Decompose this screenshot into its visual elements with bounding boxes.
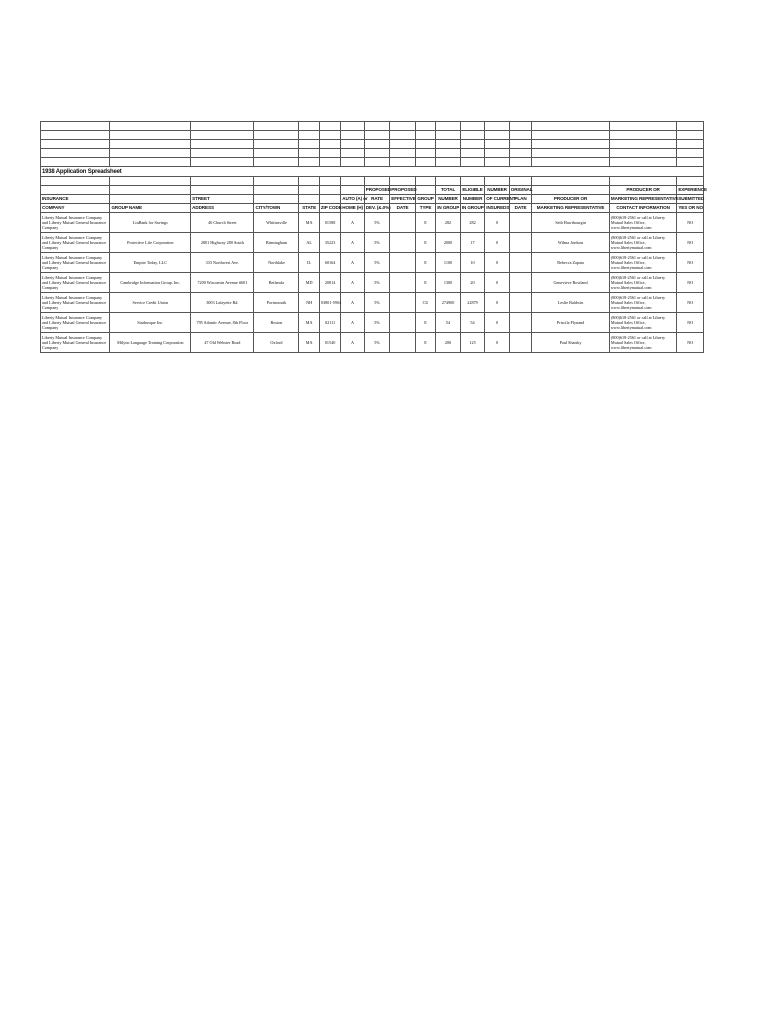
header-cell: EXPERIENCE	[677, 186, 704, 195]
header-cell: HOME (H)	[341, 204, 364, 213]
zip-cell: 01588	[319, 213, 340, 233]
rate-dev-cell: 5%	[364, 213, 390, 233]
company-cell: Liberty Mutual Insurance Company and Liberty Mutual General Insurance Company	[41, 333, 110, 353]
rate-dev-cell: 5%	[364, 333, 390, 353]
header-cell: DATE	[390, 204, 416, 213]
address-cell: 3003 Lafayette Rd.	[191, 293, 254, 313]
header-row-3	[41, 204, 704, 213]
auto-home-cell: A	[341, 293, 364, 313]
header-cell	[191, 186, 254, 195]
contact-cell: (800)618-2561 or call at Liberty Mutual Sales Office, www.libertymutual.com	[609, 253, 676, 273]
header-cell: DEV. (&.0%)	[364, 204, 390, 213]
header-cell: NUMBER	[460, 195, 485, 204]
group-name-cell: Milyon Language Training Corporation	[110, 333, 191, 353]
eligible-number-cell: 10	[460, 253, 485, 273]
header-cell: TOTAL	[436, 186, 461, 195]
company-cell: Liberty Mutual Insurance Company and Liberty Mutual General Insurance Company	[41, 313, 110, 333]
total-number-cell: 1300	[436, 273, 461, 293]
address-cell: 47 Old Webster Road	[191, 333, 254, 353]
spreadsheet-title	[41, 167, 704, 177]
header-row-1	[41, 186, 704, 195]
header-cell: PRODUCER OR	[532, 195, 610, 204]
current-insureds-cell: 0	[485, 273, 510, 293]
eligible-number-cell: 125	[460, 333, 485, 353]
header-cell: IN GROUP	[460, 204, 485, 213]
auto-home-cell: A	[341, 233, 364, 253]
table-row	[41, 233, 704, 253]
original-plan-date-cell	[509, 213, 531, 233]
group-type-cell: E	[415, 333, 435, 353]
header-cell: CITY/TOWN	[254, 204, 299, 213]
address-cell: 795 Atlantic Avenue, 8th Floor	[191, 313, 254, 333]
total-number-cell: 54	[436, 313, 461, 333]
eligible-number-cell: 282	[460, 213, 485, 233]
header-cell: STATE	[299, 204, 319, 213]
header-cell: CONTACT INFORMATION	[609, 204, 676, 213]
address-cell: 333 Northwest Ave.	[191, 253, 254, 273]
current-insureds-cell: 0	[485, 313, 510, 333]
rate-dev-cell: 5%	[364, 293, 390, 313]
header-cell	[299, 195, 319, 204]
table-row	[41, 293, 704, 313]
header-cell	[415, 186, 435, 195]
header-cell: GROUP NAME	[110, 204, 191, 213]
original-plan-date-cell	[509, 273, 531, 293]
auto-home-cell: A	[341, 313, 364, 333]
address-cell: 2801 Highway 280 South	[191, 233, 254, 253]
contact-cell: (800)618-2561 or call at Liberty Mutual Sales Office, www.libertymutual.com	[609, 313, 676, 333]
header-cell	[299, 186, 319, 195]
header-cell: TYPE	[415, 204, 435, 213]
group-name-cell: Protective Life Corporation	[110, 233, 191, 253]
header-cell: MARKETING REPRESENTATIVE	[609, 195, 676, 204]
total-number-cell: 2000	[436, 233, 461, 253]
city-cell: Birmingham	[254, 233, 299, 253]
city-cell: Oxford	[254, 333, 299, 353]
header-cell: PROPOSED	[390, 186, 416, 195]
experience-cell: NO	[677, 233, 704, 253]
header-cell	[41, 186, 110, 195]
header-cell: RATE	[364, 195, 390, 204]
producer-cell: Wilma Jordson	[532, 233, 610, 253]
auto-home-cell: A	[341, 253, 364, 273]
state-cell: MA	[299, 213, 319, 233]
header-cell	[319, 186, 340, 195]
company-cell: Liberty Mutual Insurance Company and Liberty Mutual General Insurance Company	[41, 273, 110, 293]
experience-cell: NO	[677, 333, 704, 353]
experience-cell: NO	[677, 293, 704, 313]
group-type-cell: E	[415, 233, 435, 253]
contact-cell: (800)618-2561 or call at Liberty Mutual Sales Office, www.libertymutual.com	[609, 213, 676, 233]
table-row	[41, 313, 704, 333]
header-cell: IN GROUP	[436, 204, 461, 213]
group-type-cell: E	[415, 273, 435, 293]
group-name-cell: LiuBank for Savings	[110, 213, 191, 233]
header-cell	[110, 195, 191, 204]
group-type-cell: E	[415, 213, 435, 233]
current-insureds-cell: 0	[485, 333, 510, 353]
company-cell: Liberty Mutual Insurance Company and Liberty Mutual General Insurance Company	[41, 233, 110, 253]
original-plan-date-cell	[509, 233, 531, 253]
effective-date-cell	[390, 253, 416, 273]
effective-date-cell	[390, 273, 416, 293]
header-cell: PLAN	[509, 195, 531, 204]
table-row	[41, 273, 704, 293]
table-row	[41, 213, 704, 233]
company-cell: Liberty Mutual Insurance Company and Liberty Mutual General Insurance Company	[41, 293, 110, 313]
zip-cell: 01540	[319, 333, 340, 353]
group-type-cell: E	[415, 253, 435, 273]
spreadsheet-table	[40, 121, 707, 353]
table-row	[41, 333, 704, 353]
auto-home-cell: A	[341, 333, 364, 353]
header-cell: STREET	[191, 195, 254, 204]
header-cell: AUTO (A) or	[341, 195, 364, 204]
header-cell: YES OR NO	[677, 204, 704, 213]
experience-cell: NO	[677, 313, 704, 333]
city-cell: Boston	[254, 313, 299, 333]
header-cell: NUMBER	[436, 195, 461, 204]
city-cell: Northlake	[254, 253, 299, 273]
total-number-cell: 274900	[436, 293, 461, 313]
auto-home-cell: A	[341, 273, 364, 293]
state-cell: NH	[299, 293, 319, 313]
spreadsheet-title-text: 1938 Application Spreadsheet	[42, 168, 122, 175]
current-insureds-cell: 0	[485, 253, 510, 273]
producer-cell: Seth Hawthourgin	[532, 213, 610, 233]
producer-cell: Priscila Flynand	[532, 313, 610, 333]
header-cell: ZIP CODE	[319, 204, 340, 213]
experience-cell: NO	[677, 253, 704, 273]
header-cell: INSURANCE	[41, 195, 110, 204]
auto-home-cell: A	[341, 213, 364, 233]
header-row-2	[41, 195, 704, 204]
group-name-cell: Cambridge Information Group, Inc.	[110, 273, 191, 293]
header-cell	[341, 186, 364, 195]
state-cell: MA	[299, 313, 319, 333]
effective-date-cell	[390, 293, 416, 313]
producer-cell: Paul Shatsky	[532, 333, 610, 353]
experience-cell: NO	[677, 273, 704, 293]
zip-cell: 35223	[319, 233, 340, 253]
header-cell	[319, 195, 340, 204]
city-cell: Whitinsville	[254, 213, 299, 233]
rate-dev-cell: 5%	[364, 273, 390, 293]
producer-cell: Genevieve Rowland	[532, 273, 610, 293]
current-insureds-cell: 0	[485, 293, 510, 313]
contact-cell: (800)618-2561 or call at Liberty Mutual Sales Office, www.libertymutual.com	[609, 293, 676, 313]
table-row	[41, 253, 704, 273]
group-name-cell: Starbusque Inc.	[110, 313, 191, 333]
header-cell: NUMBER	[485, 186, 510, 195]
header-cell	[254, 186, 299, 195]
original-plan-date-cell	[509, 313, 531, 333]
header-cell: GROUP	[415, 195, 435, 204]
eligible-number-cell: 54	[460, 313, 485, 333]
header-cell: ADDRESS	[191, 204, 254, 213]
group-type-cell: CU	[415, 293, 435, 313]
header-cell: INSUREDS	[485, 204, 510, 213]
company-cell: Liberty Mutual Insurance Company and Liberty Mutual General Insurance Company	[41, 213, 110, 233]
state-cell: AL	[299, 233, 319, 253]
zip-cell: 03801-5904	[319, 293, 340, 313]
total-number-cell: 1100	[436, 253, 461, 273]
state-cell: MA	[299, 333, 319, 353]
original-plan-date-cell	[509, 333, 531, 353]
header-cell	[532, 186, 610, 195]
zip-cell: 60164	[319, 253, 340, 273]
group-name-cell: Empire Today, LLC	[110, 253, 191, 273]
city-cell: Bethesda	[254, 273, 299, 293]
experience-cell: NO	[677, 213, 704, 233]
total-number-cell: 200	[436, 333, 461, 353]
eligible-number-cell: 20	[460, 273, 485, 293]
city-cell: Portsmouth	[254, 293, 299, 313]
contact-cell: (800)618-2561 or call at Liberty Mutual Sales Office, www.libertymutual.com	[609, 233, 676, 253]
contact-cell: (800)618-2561 or call at Liberty Mutual Sales Office, www.libertymutual.com	[609, 273, 676, 293]
header-cell: ORIGINAL	[509, 186, 531, 195]
header-cell: SUBMITTED	[677, 195, 704, 204]
producer-cell: Leslie Baldwin	[532, 293, 610, 313]
zip-cell: 20814	[319, 273, 340, 293]
address-cell: 46 Church Street	[191, 213, 254, 233]
header-cell: EFFECTIVE	[390, 195, 416, 204]
company-cell: Liberty Mutual Insurance Company and Liberty Mutual General Insurance Company	[41, 253, 110, 273]
effective-date-cell	[390, 313, 416, 333]
group-type-cell: E	[415, 313, 435, 333]
state-cell: MD	[299, 273, 319, 293]
header-cell	[110, 186, 191, 195]
original-plan-date-cell	[509, 293, 531, 313]
rate-dev-cell: 5%	[364, 233, 390, 253]
header-cell: PROPOSED	[364, 186, 390, 195]
original-plan-date-cell	[509, 253, 531, 273]
contact-cell: (800)618-2561 or call at Liberty Mutual Sales Office, www.libertymutual.com	[609, 333, 676, 353]
header-cell: MARKETING REPRESENTATIVE	[532, 204, 610, 213]
rate-dev-cell: 5%	[364, 313, 390, 333]
effective-date-cell	[390, 333, 416, 353]
eligible-number-cell: 17	[460, 233, 485, 253]
header-cell: OF CURRENT	[485, 195, 510, 204]
header-cell: DATE	[509, 204, 531, 213]
effective-date-cell	[390, 213, 416, 233]
eligible-number-cell: 22879	[460, 293, 485, 313]
address-cell: 7200 Wisconsin Avenue #601	[191, 273, 254, 293]
header-cell: ELIGIBLE	[460, 186, 485, 195]
current-insureds-cell: 0	[485, 213, 510, 233]
header-cell	[254, 195, 299, 204]
header-cell: COMPANY	[41, 204, 110, 213]
application-spreadsheet	[40, 121, 707, 353]
state-cell: IL	[299, 253, 319, 273]
producer-cell: Rebecca Zapata	[532, 253, 610, 273]
zip-cell: 02111	[319, 313, 340, 333]
effective-date-cell	[390, 233, 416, 253]
group-name-cell: Service Credit Union	[110, 293, 191, 313]
total-number-cell: 282	[436, 213, 461, 233]
current-insureds-cell: 0	[485, 233, 510, 253]
rate-dev-cell: 5%	[364, 253, 390, 273]
header-cell: PRODUCER OR	[609, 186, 676, 195]
